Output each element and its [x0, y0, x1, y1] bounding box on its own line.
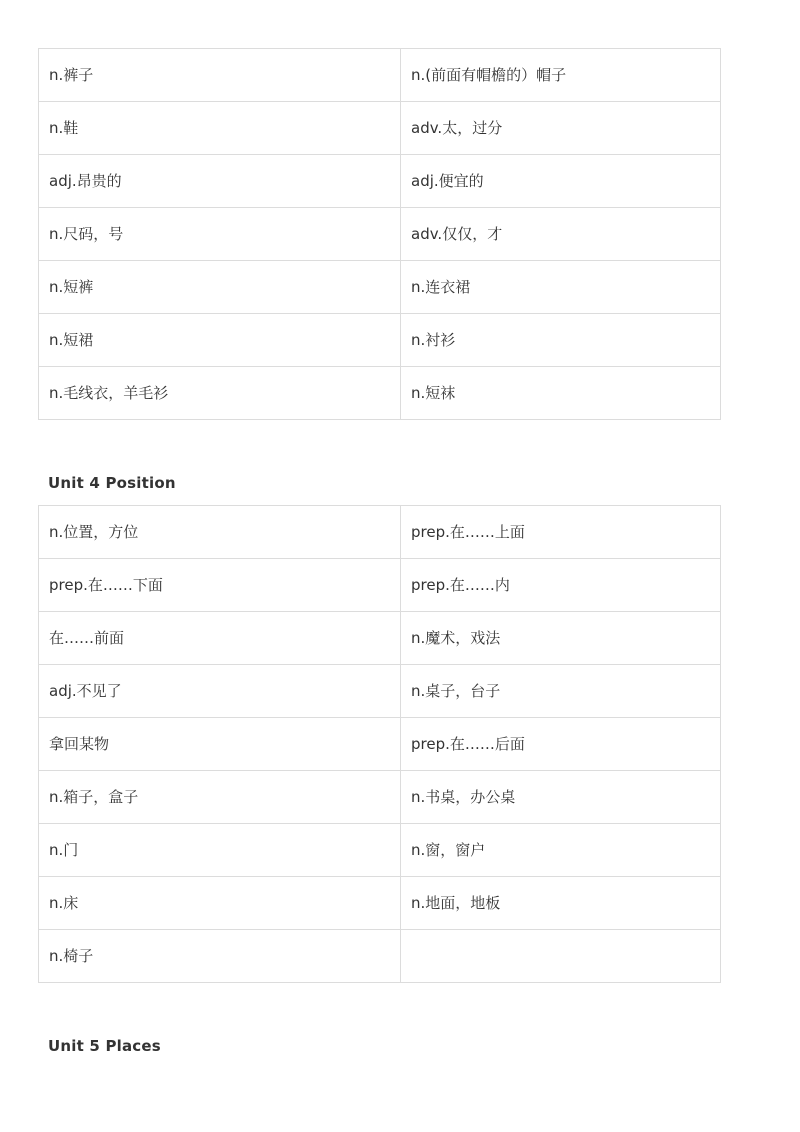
table-cell: prep.在……后面: [401, 718, 721, 771]
table-cell: n.椅子: [39, 930, 401, 983]
table-row: [39, 314, 721, 367]
table-cell: n.短裤: [39, 261, 401, 314]
table-cell: n.位置，方位: [39, 506, 401, 559]
table-cell: n.鞋: [39, 102, 401, 155]
table-cell: n.短袜: [401, 367, 721, 420]
table-cell: n.地面，地板: [401, 877, 721, 930]
position-vocabulary-table: [38, 505, 721, 983]
table-row: [39, 612, 721, 665]
table-cell: 拿回某物: [39, 718, 401, 771]
table-row: [39, 559, 721, 612]
clothing-vocabulary-table: [38, 48, 721, 420]
table-cell: adj.不见了: [39, 665, 401, 718]
section-heading-unit-5: Unit 5 Places: [48, 1037, 161, 1055]
table-cell: prep.在……上面: [401, 506, 721, 559]
table-cell: adv.太，过分: [401, 102, 721, 155]
table-row: [39, 506, 721, 559]
table-row: [39, 824, 721, 877]
table-row: [39, 208, 721, 261]
table-row: [39, 155, 721, 208]
table-cell: n.桌子，台子: [401, 665, 721, 718]
table-cell: n.毛线衣，羊毛衫: [39, 367, 401, 420]
table-cell: 在……前面: [39, 612, 401, 665]
table-row: [39, 49, 721, 102]
table-row: [39, 771, 721, 824]
table-row: [39, 261, 721, 314]
table-cell: prep.在……内: [401, 559, 721, 612]
table-row: [39, 665, 721, 718]
table-row: [39, 102, 721, 155]
table-cell-empty: [401, 930, 721, 983]
table-cell: adv.仅仅，才: [401, 208, 721, 261]
table-cell: n.书桌，办公桌: [401, 771, 721, 824]
table-row: [39, 367, 721, 420]
section-heading-unit-4: Unit 4 Position: [48, 474, 176, 492]
table-row: [39, 718, 721, 771]
table-cell: n.魔术，戏法: [401, 612, 721, 665]
table-cell: n.短裙: [39, 314, 401, 367]
table-cell: n.(前面有帽檐的）帽子: [401, 49, 721, 102]
table-cell: adj.便宜的: [401, 155, 721, 208]
table-cell: n.箱子，盒子: [39, 771, 401, 824]
table-cell: n.连衣裙: [401, 261, 721, 314]
table-row: [39, 877, 721, 930]
table-cell: prep.在……下面: [39, 559, 401, 612]
table-cell: n.窗，窗户: [401, 824, 721, 877]
table-row: [39, 930, 721, 983]
table-cell: n.衬衫: [401, 314, 721, 367]
table-cell: adj.昂贵的: [39, 155, 401, 208]
table-cell: n.床: [39, 877, 401, 930]
table-cell: n.尺码，号: [39, 208, 401, 261]
table-cell: n.裤子: [39, 49, 401, 102]
table-cell: n.门: [39, 824, 401, 877]
